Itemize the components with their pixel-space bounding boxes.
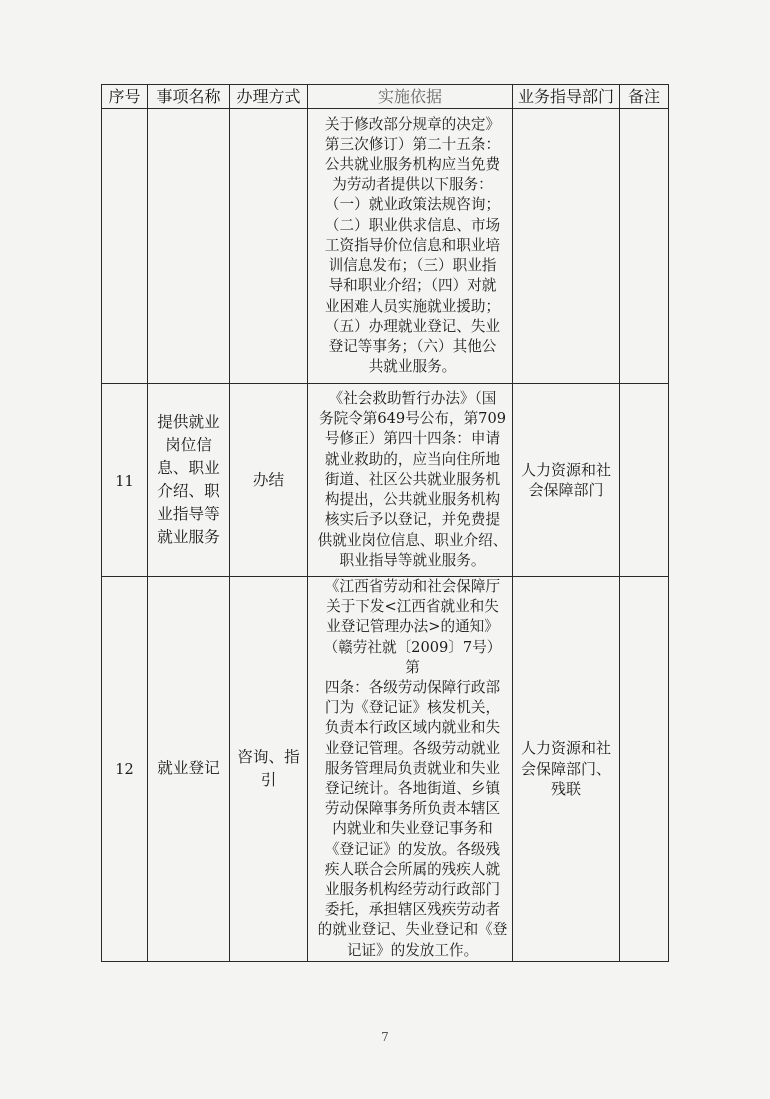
row-remark	[620, 109, 669, 384]
row-name: 就业登记	[148, 577, 230, 962]
row-basis: 关于修改部分规章的决定》 第三次修订）第二十五条： 公共就业服务机构应当免费 为劳动者提供以下服务： （一）就业政策法规咨询； （二）职业供求信息、市场 工资指导价位信息和职业培 训信息发布；（三）职业指 导和职业介绍；（四）对就 业困难人员实施就业援助； （五）办理就业登记、失业 登记等事务；（六）其他公 共就业服务。	[308, 109, 513, 384]
table-row	[102, 577, 669, 962]
row-method: 咨询、指 引	[230, 577, 308, 962]
row-no: 11	[102, 384, 148, 577]
row-basis: 《社会救助暂行办法》（国 务院令第649号公布，第709 号修正）第四十四条：申请 就业救助的，应当向住所地 街道、社区公共就业服务机 构提出，公共就业服务机构 核实后予以登记，并免费提 供就业岗位信息、职业介绍、 职业指导等就业服务。	[308, 384, 513, 577]
header-dept: 业务指导部门	[513, 85, 620, 109]
row-basis: 《江西省劳动和社会保障厅 关于下发<江西省就业和失 业登记管理办法>的通知》 （赣劳社就〔2009〕7号）第 四条：各级劳动保障行政部 门为《登记证》核发机关， 负责本行政区域内就业和失 业登记管理。各级劳动就业 服务管理局负责就业和失业 登记统计。各地街道、乡镇 劳动保障事务所负责本辖区 内就业和失业登记事务和 《登记证》的发放。各级残 疾人联合会所属的残疾人就 业服务机构经劳动行政部门 委托，承担辖区残疾劳动者 的就业登记、失业登记和《登 记证》的发放工作。	[308, 577, 513, 962]
header-remark: 备注	[620, 85, 669, 109]
header-name: 事项名称	[148, 85, 230, 109]
header-row	[102, 85, 669, 109]
page-number: 7	[381, 1030, 389, 1044]
row-remark	[620, 577, 669, 962]
row-no	[102, 109, 148, 384]
row-no: 12	[102, 577, 148, 962]
header-no: 序号	[102, 85, 148, 109]
row-dept: 人力资源和社 会保障部门、 残联	[513, 577, 620, 962]
row-method: 办结	[230, 384, 308, 577]
row-method	[230, 109, 308, 384]
row-name: 提供就业 岗位信 息、职业 介绍、职 业指导等 就业服务	[148, 384, 230, 577]
row-dept: 人力资源和社 会保障部门	[513, 384, 620, 577]
row-name	[148, 109, 230, 384]
row-dept	[513, 109, 620, 384]
row-remark	[620, 384, 669, 577]
table-row	[102, 109, 669, 384]
table-row	[102, 384, 669, 577]
header-basis: 实施依据	[308, 85, 513, 109]
matters-table	[101, 84, 669, 962]
header-method: 办理方式	[230, 85, 308, 109]
